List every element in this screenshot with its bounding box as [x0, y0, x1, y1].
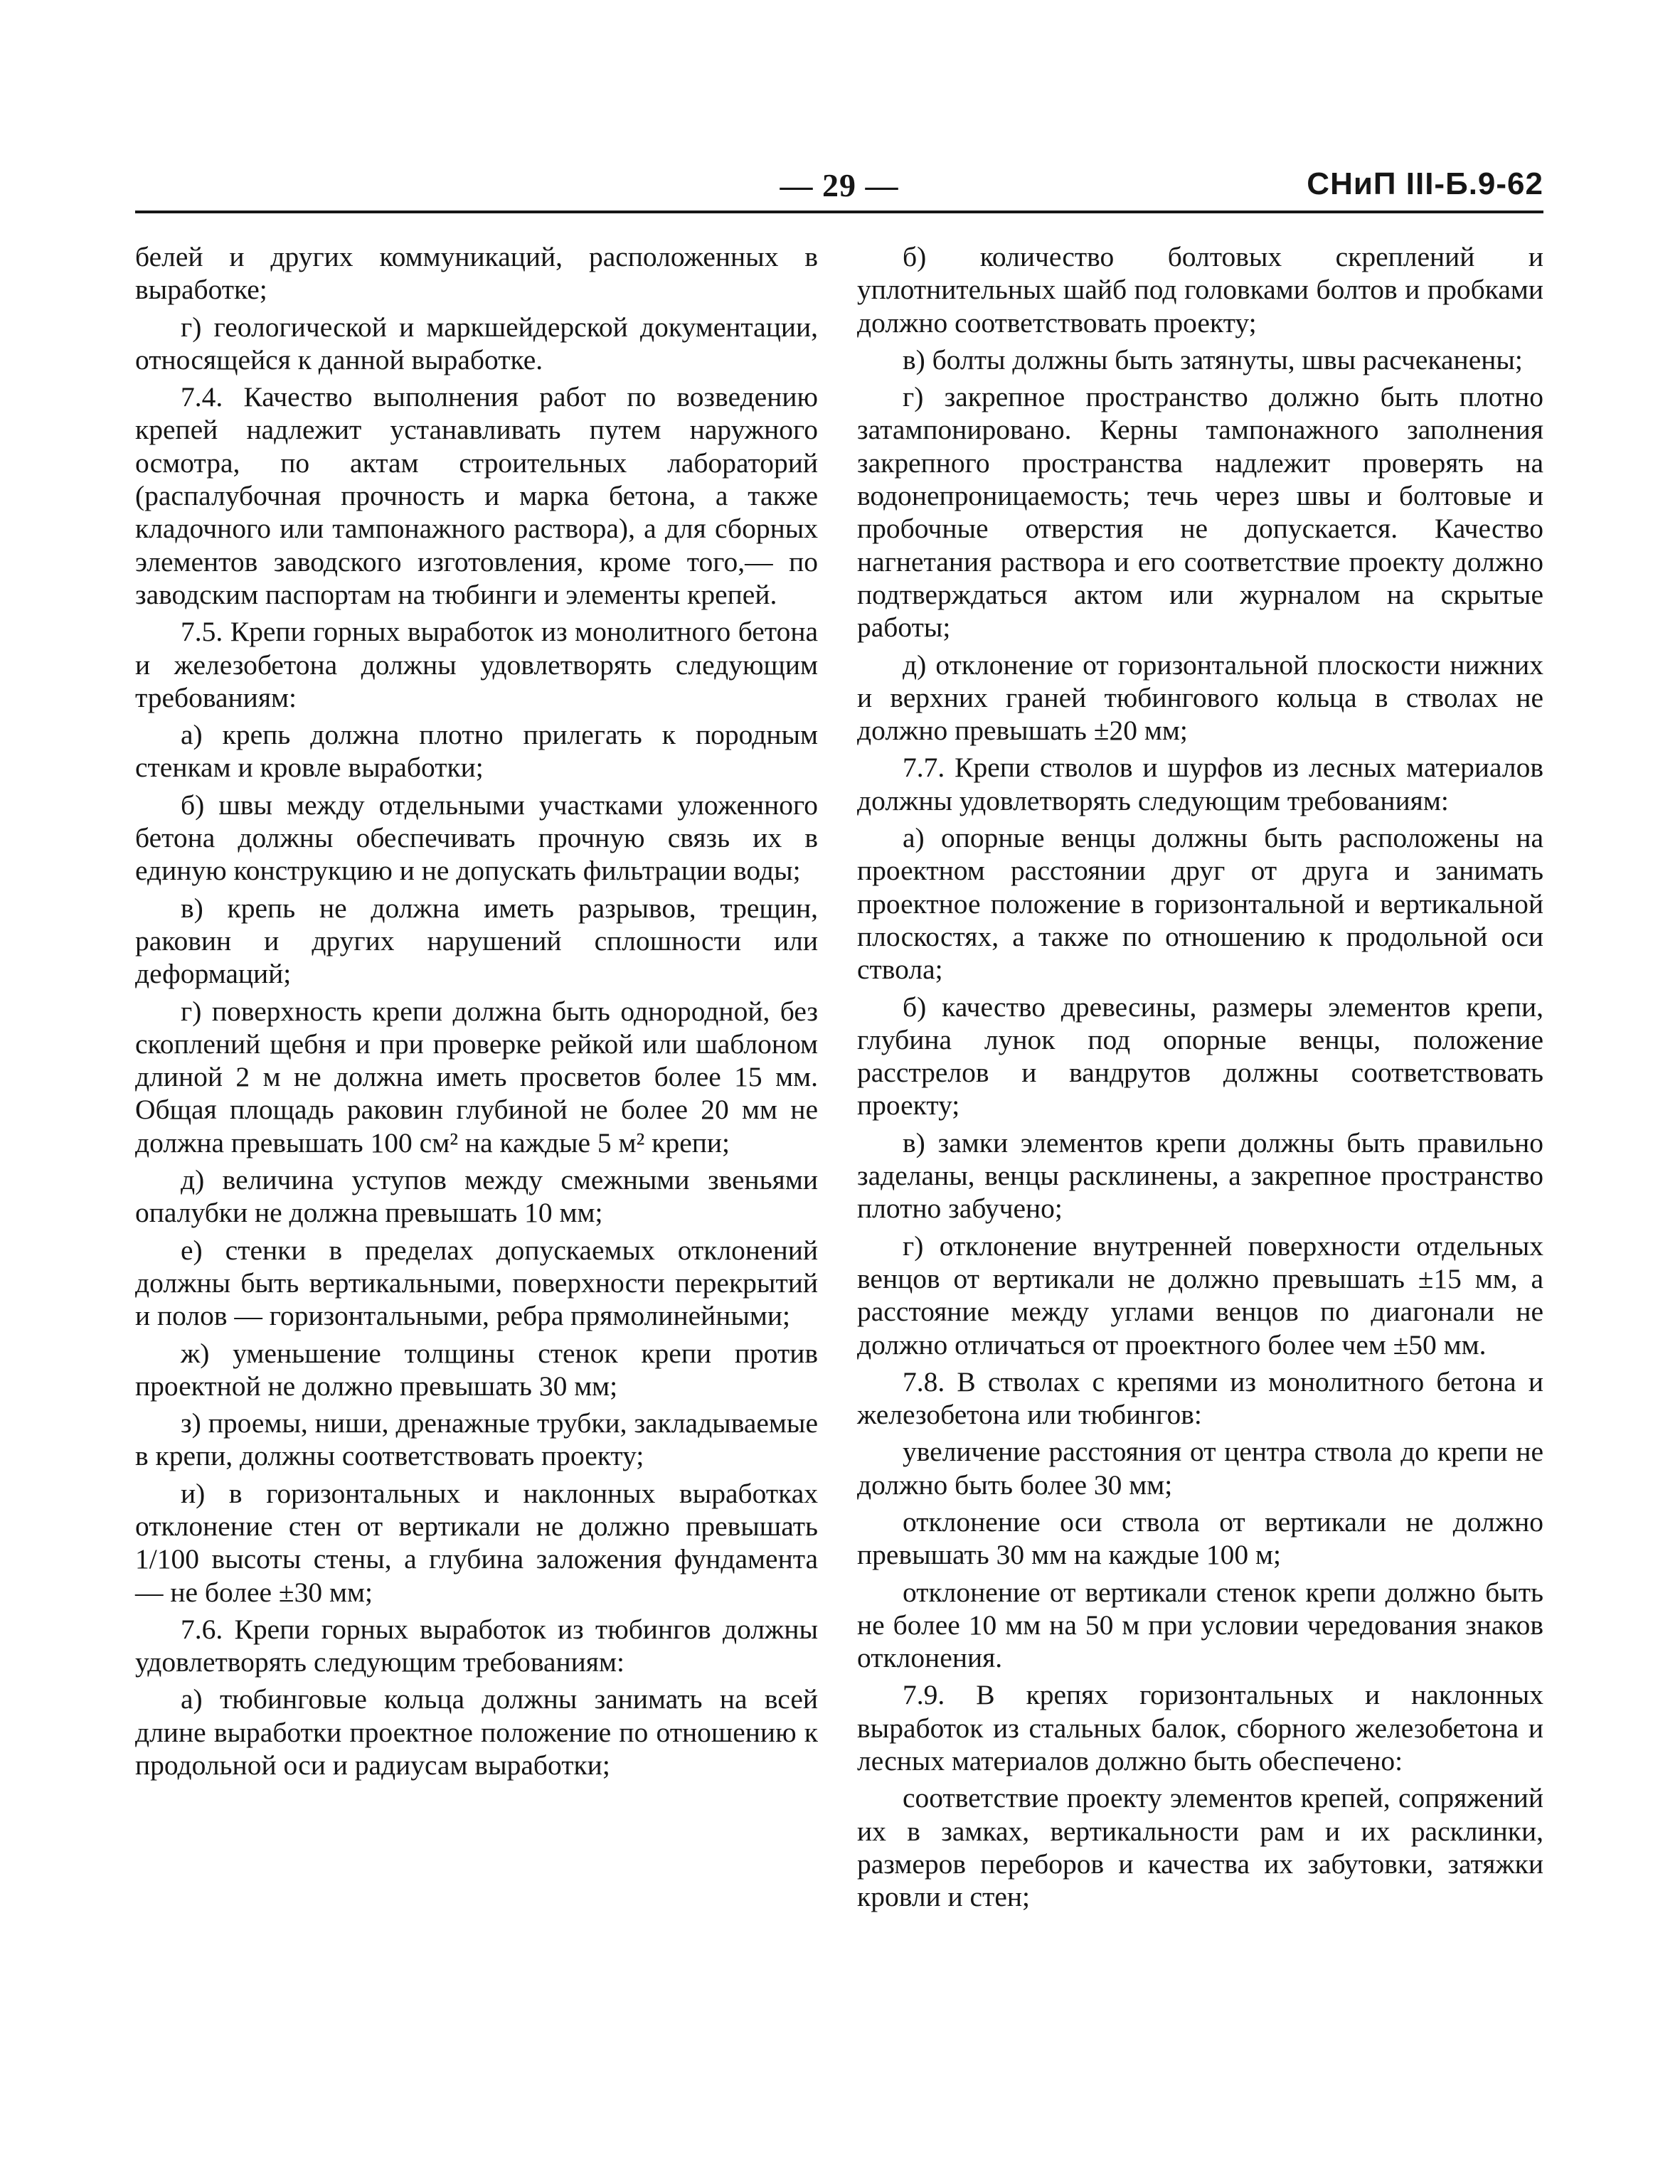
paragraph: б) качество древесины, размеры элементов крепи, глубина лунок под опорные венцы, положение расстрелов и вандрутов должны соответствовать проекту; — [857, 991, 1543, 1122]
page-header — [135, 166, 1543, 209]
paragraph: увеличение расстояния от центра ствола до крепи не должно быть более 30 мм; — [857, 1436, 1543, 1501]
paragraph: а) опорные венцы должны быть расположены на проектном расстоянии друг от друга и занимать проектное положение в горизонтальной и вертикальной плоскостях, а также по отношению к продольной оси ствола; — [857, 822, 1543, 986]
paragraph: д) величина уступов между смежными звеньями опалубки не должна превышать 10 мм; — [135, 1164, 818, 1229]
paragraph: а) тюбинговые кольца должны занимать на всей длине выработки проектное положение по отношению к продольной оси и радиусам выработки; — [135, 1683, 818, 1781]
paragraph: отклонение от вертикали стенок крепи должно быть не более 10 мм на 50 м при условии чередования знаков отклонения. — [857, 1576, 1543, 1674]
paragraph: 7.7. Крепи стволов и шурфов из лесных материалов должны удовлетворять следующим требованиям: — [857, 752, 1543, 816]
paragraph: в) болты должны быть затянуты, швы расчеканены; — [903, 343, 1523, 375]
paragraph: 7.8. В стволах с крепями из монолитного бетона и железобетона или тюбингов: — [857, 1365, 1543, 1431]
paragraph: 7.4. Качество выполнения работ по возведению крепей надлежит устанавливать путем наружного осмотра, по актам строительных лабораторий (распалубочная прочность и марка бетона, а также кладочного или тампонажного раствора), а для сборных элементов заводского изготовления, кроме того,— по заводским паспортам на тюбинги и элементы крепей. — [135, 381, 818, 610]
paragraph: г) закрепное пространство должно быть плотно затампонировано. Керны тампонажного заполнения закрепного пространства надлежит проверять на водонепроницаемость; течь через швы и болтовые и пробочные отверстия не допускается. Качество нагнетания раствора и его соответствие проекту должно подтверждаться актом или журналом на скрытые работы; — [857, 381, 1543, 644]
paragraph: б) количество болтовых скреплений и уплотнительных шайб под головками болтов и пробками должно соответствовать проекту; — [857, 241, 1543, 339]
paragraph: б) швы между отдельными участками уложенного бетона должны обеспечивать прочную связь их в единую конструкцию и не допускать фильтрации воды; — [135, 789, 818, 887]
paragraph: соответствие проекту элементов крепей, сопряжений их в замках, вертикальности рам и их расклинки, размеров переборов и качества их забутовки, затяжки кровли и стен; — [857, 1782, 1543, 1913]
paragraph: д) отклонение от горизонтальной плоскости нижних и верхних граней тюбингового кольца в стволах не должно превышать ±20 мм; — [857, 649, 1543, 747]
paragraph: е) стенки в пределах допускаемых отклонений должны быть вертикальными, поверхности перекрытий и полов — горизонтальными, ребра прямолинейными; — [135, 1234, 818, 1332]
paragraph: ж) уменьшение толщины стенок крепи против проектной не должно превышать 30 мм; — [135, 1337, 818, 1402]
paragraph: г) отклонение внутренней поверхности отдельных венцов от вертикали не должно превышать ±15 мм, а расстояние между углами венцов по диагонали не должно отличаться от проектного более чем ±50 мм. — [857, 1230, 1543, 1360]
header-rule — [135, 211, 1543, 213]
paragraph: г) геологической и маркшейдерской документации, относящейся к данной выработке. — [135, 311, 818, 375]
paragraph: 7.5. Крепи горных выработок из монолитного бетона и железобетона должны удовлетворять следующим требованиям: — [135, 616, 818, 713]
paragraph: в) крепь не должна иметь разрывов, трещин, раковин и других нарушений сплошности или деформаций; — [135, 892, 818, 990]
right-column — [857, 240, 1543, 1918]
paragraph: белей и других коммуникаций, расположенных в выработке; — [135, 241, 818, 306]
paragraph: а) крепь должна плотно прилегать к породным стенкам и кровле выработки; — [135, 719, 818, 784]
left-column — [135, 240, 818, 1786]
paragraph: з) проемы, ниши, дренажные трубки, закладываемые в крепи, должны соответствовать проекту; — [135, 1407, 818, 1472]
paragraph: 7.9. В крепях горизонтальных и наклонных выработок из стальных балок, сборного железобетона и лесных материалов должно быть обеспечено: — [857, 1679, 1543, 1777]
paragraph: и) в горизонтальных и наклонных выработках отклонение стен от вертикали не должно превышать 1/100 высоты стены, а глубина заложения фундамента — не более ±30 мм; — [135, 1477, 818, 1608]
paragraph: г) поверхность крепи должна быть однородной, без скоплений щебня и при проверке рейкой или шаблоном длиной 2 м не должна иметь просветов более 15 мм. Общая площадь раковин глубиной не более 20 мм не должна превышать 100 см² на каждые 5 м² крепи; — [135, 995, 818, 1158]
document-code: СНиП III-Б.9-62 — [1307, 166, 1543, 201]
paragraph: 7.6. Крепи горных выработок из тюбингов должны удовлетворять следующим требованиям: — [135, 1613, 818, 1678]
page-number: — 29 — — [780, 167, 899, 203]
paragraph: в) замки элементов крепи должны быть правильно заделаны, венцы расклинены, а закрепное пространство плотно забучено; — [857, 1126, 1543, 1225]
paragraph: отклонение оси ствола от вертикали не должно превышать 30 мм на каждые 100 м; — [857, 1506, 1543, 1571]
